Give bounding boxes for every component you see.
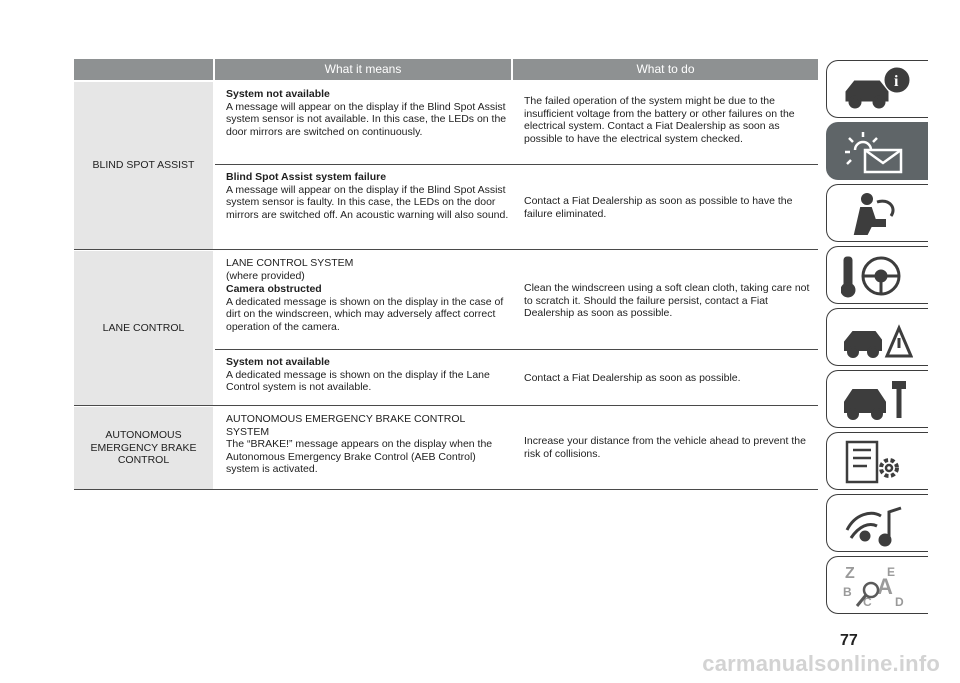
tab-emergency[interactable] [826,308,928,366]
svg-text:D: D [895,595,904,609]
svg-text:Z: Z [845,565,855,582]
means-cell [226,283,510,333]
means-cell [226,257,386,282]
entry-means: A message will appear on the display if the Blind Spot Assist system sensor is not available. In this case, the LEDs on the door mirrors are switched on continuously. [226,100,507,138]
row-divider [215,349,818,350]
tab-starting-driving[interactable] [826,246,928,304]
entry-todo: The failed operation of the system might be due to the insufficient voltage from the battery or other failures on the electrical system. Contact a Fiat Dealership as soon as possible to have the electrical system checked. [524,95,795,145]
todo-cell [524,435,814,460]
tab-maintenance[interactable] [826,370,928,428]
tab-safety[interactable] [826,184,928,242]
car-accident-warning-icon [841,314,913,362]
system-cell-blind-spot-assist [74,82,213,249]
entry-means: The “BRAKE!” message appears on the display when the Autonomous Emergency Brake Control (AEB Control) system is activated. [226,438,493,476]
tab-car-info[interactable] [826,60,928,118]
alphabetical-index-icon [841,562,913,610]
row-divider [215,164,818,165]
key-steering-wheel-icon [841,252,913,300]
entry-todo: Contact a Fiat Dealership as soon as possible to have the failure eliminated. [524,195,793,220]
entry-means: A message will appear on the display if the Blind Spot Assist system sensor is faulty. In this case, the LEDs on the door mirrors are switched off. An acoustic warning will also sound. [226,183,509,221]
entry-means: A dedicated message is shown on the display in the case of dirt on the windscreen, which may adversely affect correct operation of the camera. [226,295,504,333]
system-name: BLIND SPOT ASSIST [92,159,195,172]
entry-title: System not available [226,88,330,100]
svg-text:C: C [863,595,872,609]
entry-title: System not available [226,356,330,368]
entry-todo: Increase your distance from the vehicle ahead to prevent the risk of collisions. [524,435,806,460]
svg-text:A: A [877,574,893,599]
svg-text:i: i [894,73,899,90]
car-wrench-icon [841,376,913,424]
header-what-to-do: What to do [513,59,818,80]
svg-text:E: E [887,565,896,579]
entry-todo: Contact a Fiat Dealership as soon as possible. [524,372,741,384]
todo-cell [524,282,814,320]
tab-technical-data[interactable] [826,432,928,490]
means-cell [226,413,510,476]
entry-todo: Clean the windscreen using a soft clean cloth, taking care not to scratch it. Should the failure persist, contact a Fiat Dealership as soon as possible. [524,282,810,320]
entry-title: Camera obstructed [226,283,322,295]
warning-light-envelope-icon [841,128,913,176]
car-info-icon [841,66,913,114]
system-cell-aeb-control [74,407,213,489]
means-cell [226,171,510,221]
page-number: 77 [840,632,858,649]
todo-cell [524,372,814,385]
entry-pretitle: AUTONOMOUS EMERGENCY BRAKE CONTROL SYSTEM [226,413,466,438]
section-divider [74,249,818,250]
header-what-it-means: What it means [215,59,511,80]
table-bottom-rule [74,489,818,490]
tab-index[interactable] [826,556,928,614]
section-divider [74,405,818,406]
seat-airbag-icon [841,190,913,238]
svg-text:B: B [843,585,852,599]
entry-means: A dedicated message is shown on the display if the Lane Control system is not available. [226,368,490,394]
entry-pretitle: LANE CONTROL SYSTEM (where provided) [226,257,354,282]
entry-title: Blind Spot Assist system failure [226,171,387,183]
system-name: AUTONOMOUS EMERGENCY BRAKE CONTROL [90,429,197,467]
music-note-icon [841,500,913,548]
tab-warning-lights-messages[interactable] [826,122,928,180]
todo-cell [524,95,814,145]
header-blank-cell [74,59,213,80]
system-cell-lane-control [74,251,213,405]
means-cell [226,88,510,138]
means-cell [226,356,510,394]
todo-cell [524,195,814,220]
watermark: carmanualsonline.info [702,651,940,676]
tab-multimedia[interactable] [826,494,928,552]
document-gear-icon [841,438,913,486]
system-name: LANE CONTROL [102,321,185,334]
